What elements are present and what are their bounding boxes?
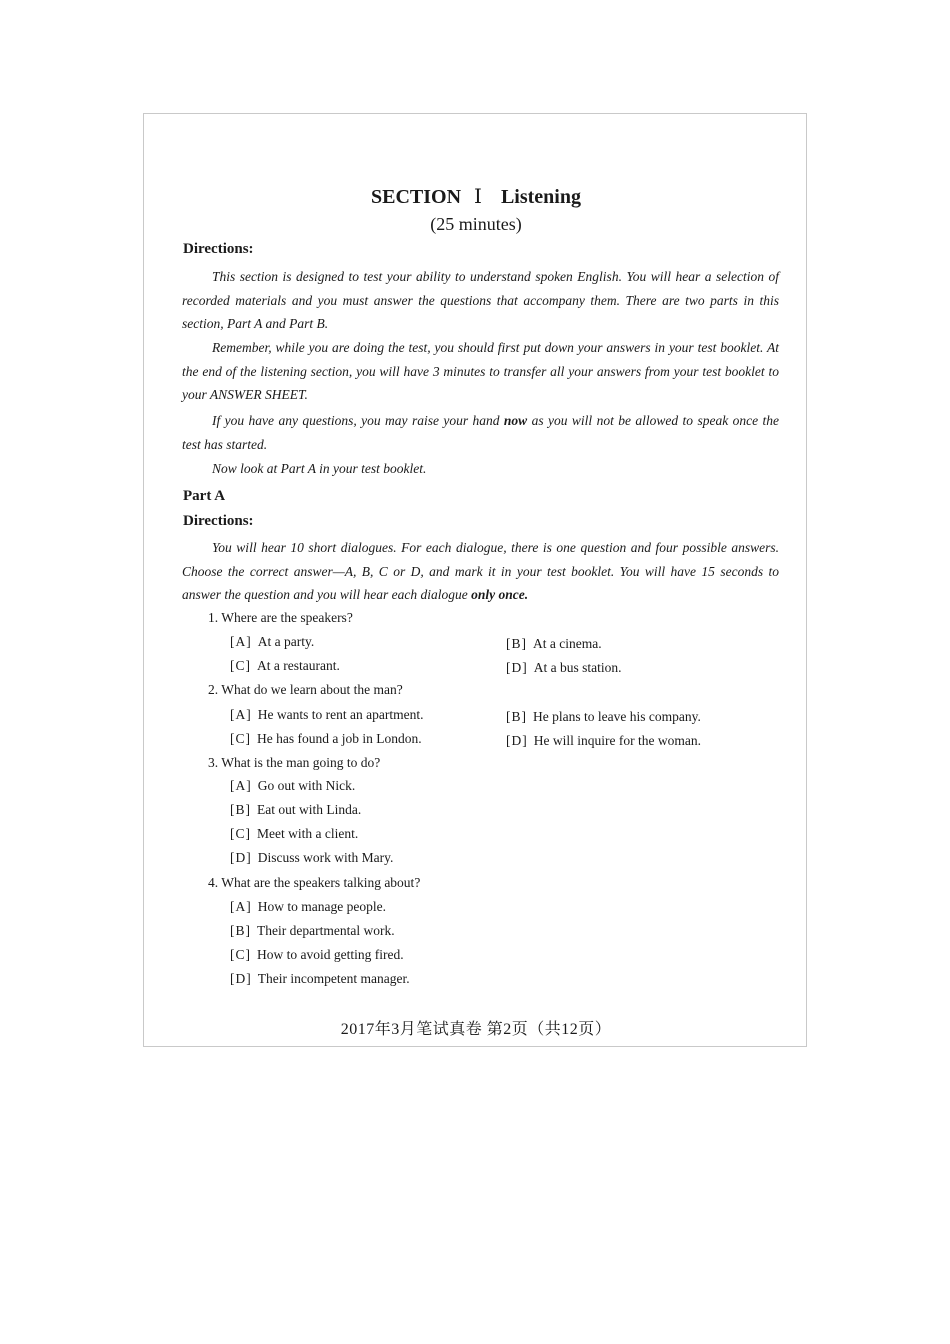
option-3c[interactable]: [C] Meet with a client. — [230, 826, 359, 841]
question-2 — [208, 682, 403, 698]
question-text: Where are the speakers? — [221, 610, 353, 625]
directions-paragraph-3: If you have any questions, you may raise your hand now as you will not be allowed to speak once the test has started. — [182, 413, 779, 452]
option-2c[interactable]: [C] He has found a job in London. — [230, 731, 422, 746]
directions-paragraph-4: Now look at Part A in your test booklet. — [212, 461, 427, 476]
part-a-heading: Part A — [183, 488, 226, 504]
section-name: Listening — [500, 186, 581, 208]
emphasis-only-once: only once. — [471, 587, 529, 602]
option-2b[interactable]: [B] He plans to leave his company. — [506, 709, 701, 724]
option-2d[interactable]: [D] He will inquire for the woman. — [506, 733, 701, 748]
question-number: 3. — [208, 755, 219, 770]
section-label: SECTION — [371, 186, 462, 208]
question-text: What are the speakers talking about? — [221, 875, 421, 890]
option-4a[interactable]: [A] How to manage people. — [230, 899, 386, 914]
part-a-directions: You will hear 10 short dialogues. For each dialogue, there is one question and four possible answers. Choose the correct answer—A, B, C or D, and mark it in your test booklet. You will have 15 seconds to answer the question and you will hear each dialogue only once. — [182, 540, 779, 602]
section-time: (25 minutes) — [430, 214, 522, 234]
question-1 — [208, 610, 353, 626]
question-text: What is the man going to do? — [221, 755, 381, 770]
option-3a[interactable]: [A] Go out with Nick. — [230, 778, 356, 793]
option-1a[interactable]: [A] At a party. — [230, 634, 315, 649]
option-2a[interactable]: [A] He wants to rent an apartment. — [230, 707, 424, 722]
question-number: 4. — [208, 875, 219, 890]
question-4 — [208, 875, 420, 891]
option-3d[interactable]: [D] Discuss work with Mary. — [230, 850, 394, 865]
option-1c[interactable]: [C] At a restaurant. — [230, 658, 340, 673]
section-title — [144, 184, 808, 209]
directions-paragraph-2: Remember, while you are doing the test, you should first put down your answers in your test booklet. At the end of the listening section, you will have 3 minutes to transfer all your answers from your test booklet to your ANSWER SHEET. — [182, 340, 779, 402]
option-4b[interactable]: [B] Their departmental work. — [230, 923, 395, 938]
directions-heading: Directions: — [183, 241, 254, 257]
option-1b[interactable]: [B] At a cinema. — [506, 636, 602, 651]
question-text: What do we learn about the man? — [221, 682, 403, 697]
option-4c[interactable]: [C] How to avoid getting fired. — [230, 947, 404, 962]
option-4d[interactable]: [D] Their incompetent manager. — [230, 971, 410, 986]
section-numeral: Ⅰ — [474, 186, 482, 208]
page-footer: 2017年3月笔试真卷 第2页（共12页） — [340, 1021, 612, 1038]
question-number: 2. — [208, 682, 219, 697]
question-3 — [208, 755, 380, 771]
option-3b[interactable]: [B] Eat out with Linda. — [230, 802, 362, 817]
exam-page — [143, 113, 807, 1047]
emphasis-now: now — [503, 413, 528, 428]
directions-paragraph-1: This section is designed to test your ability to understand spoken English. You will hear a selection of recorded materials and you must answer the questions that accompany them. There are two parts in this section, Part A and Part B. — [182, 269, 779, 331]
question-number: 1. — [208, 610, 219, 625]
part-a-directions-heading: Directions: — [183, 513, 254, 529]
option-1d[interactable]: [D] At a bus station. — [506, 660, 622, 675]
